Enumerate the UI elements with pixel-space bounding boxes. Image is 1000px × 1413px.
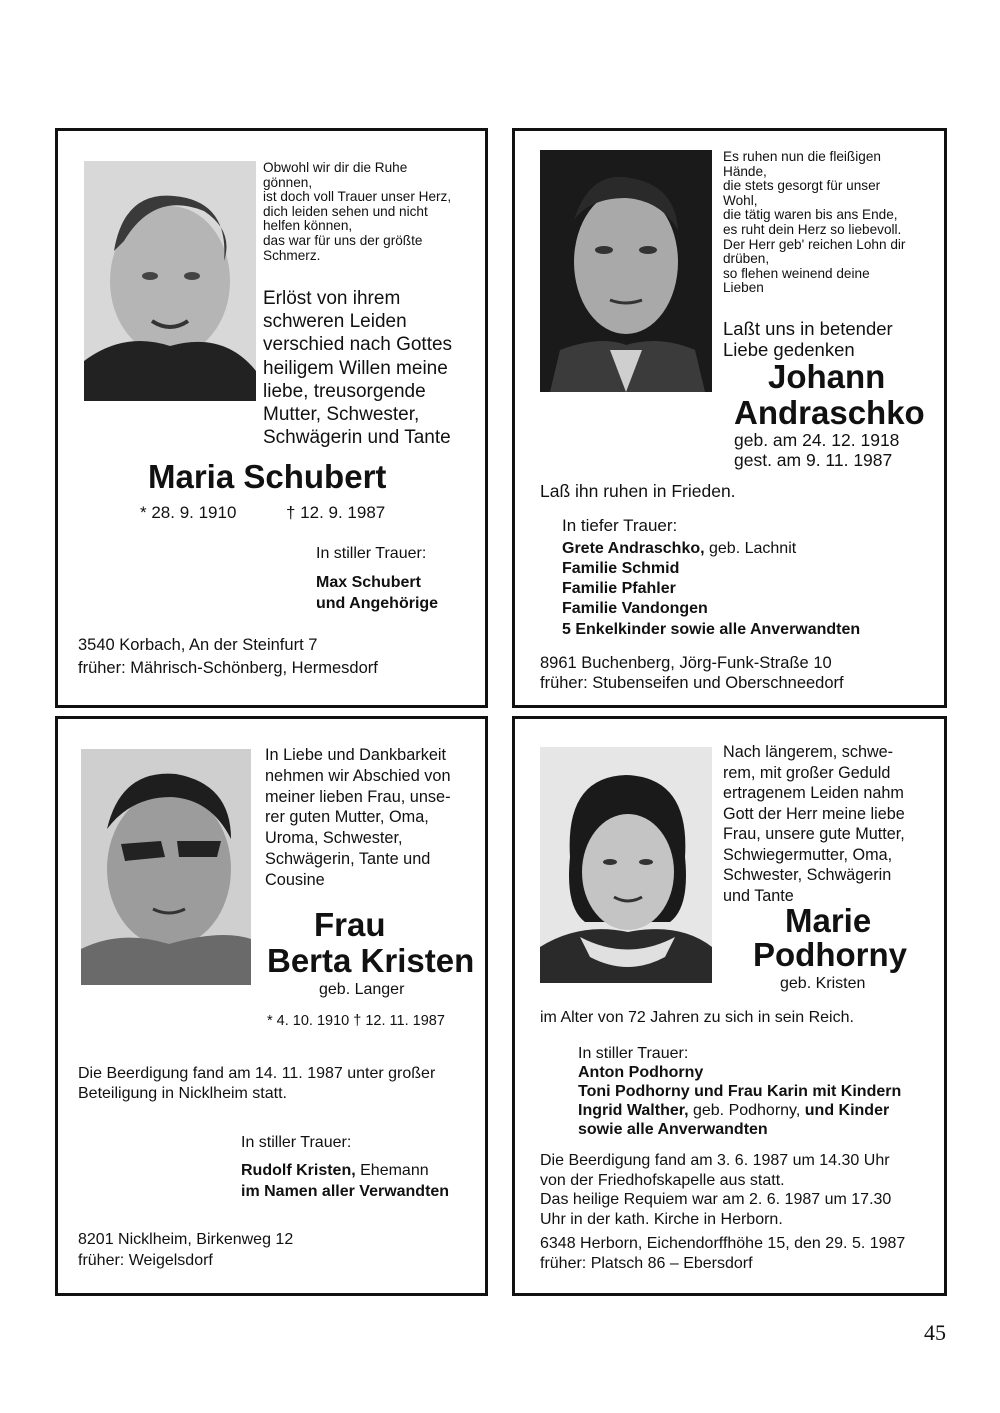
portrait-photo	[540, 747, 712, 983]
deceased-last-name: Podhorny	[753, 936, 907, 973]
address-line: früher: Stubenseifen und Oberschneedorf	[540, 674, 844, 692]
body-line: Cousine	[265, 870, 325, 889]
mourner-line: Familie Vandongen	[562, 600, 708, 617]
mourning-label: In tiefer Trauer:	[562, 516, 678, 535]
mourner-line: Familie Schmid	[562, 560, 680, 577]
poem-line: die stets gesorgt für unser	[723, 178, 881, 194]
life-dates: * 4. 10. 1910 † 12. 11. 1987	[267, 1013, 445, 1029]
deceased-last-name: Andraschko	[734, 394, 925, 431]
mourner-name: Rudolf Kristen,	[241, 1162, 356, 1179]
portrait-icon	[81, 749, 251, 985]
funeral-line: von der Friedhofskapelle aus statt.	[540, 1171, 785, 1189]
page-number: 45	[924, 1320, 946, 1345]
mourner-detail: geb. Lachnit	[704, 540, 797, 557]
body-line: Schwiegermutter, Oma,	[723, 845, 893, 864]
address-line: 8201 Nicklheim, Birkenweg 12	[78, 1231, 294, 1248]
portrait-photo	[540, 150, 712, 392]
poem-line: ist doch voll Trauer unser Herz,	[263, 189, 452, 205]
body-line: Mutter, Schwester,	[263, 404, 420, 426]
poem-line: helfen können,	[263, 218, 353, 234]
announcement-text	[265, 745, 485, 891]
funeral-text	[540, 1151, 940, 1229]
poem-line: die tätig waren bis ans Ende,	[723, 207, 898, 223]
body-line: rer guten Mutter, Oma,	[265, 808, 429, 827]
mourning-label: In stiller Trauer:	[578, 1045, 689, 1062]
notice-berta-kristen	[55, 716, 488, 1296]
deceased-name: Maria Schubert	[148, 458, 387, 495]
poem-line: Lieben	[723, 280, 764, 296]
notice-johann-andraschko	[512, 128, 947, 708]
mourner-line: Toni Podhorny und Frau Karin mit Kindern	[578, 1083, 902, 1100]
portrait-icon	[540, 150, 712, 392]
poem-line: Wohl,	[723, 192, 758, 208]
poem-line: gönnen,	[263, 174, 313, 190]
memorial-poem	[723, 150, 943, 296]
body-line: meiner lieben Frau, unse-	[265, 787, 451, 806]
body-line: Uroma, Schwester,	[265, 829, 403, 848]
body-line: rem, mit großer Geduld	[723, 763, 891, 782]
mourner-name: Ingrid Walther,	[578, 1102, 689, 1119]
body-line: In Liebe und Dankbarkeit	[265, 746, 447, 764]
mourner-line	[562, 539, 796, 560]
funeral-line: Das heilige Requiem war am 2. 6. 1987 um 17.30	[540, 1191, 892, 1208]
mourner-line: Anton Podhorny	[578, 1064, 704, 1081]
mourner-line: sowie alle Anverwandten	[578, 1121, 768, 1138]
address-line: früher: Platsch 86 – Ebersdorf	[540, 1255, 753, 1272]
deceased-first-name: Johann	[768, 358, 886, 395]
notice-marie-podhorny	[512, 716, 947, 1296]
mourner-line: Familie Pfahler	[562, 580, 676, 597]
funeral-line: Die Beerdigung fand am 3. 6. 1987 um 14.30 Uhr	[540, 1152, 890, 1169]
mourner-detail: Ehemann	[355, 1162, 429, 1179]
mourner-name: Grete Andraschko,	[562, 540, 705, 557]
address-line: 8961 Buchenberg, Jörg-Funk-Straße 10	[540, 654, 832, 672]
portrait-icon	[84, 161, 256, 401]
body-line: verschied nach Gottes	[263, 334, 453, 356]
poem-line: Obwohl wir dir die Ruhe	[263, 160, 408, 175]
mourner-detail: geb. Podhorny,	[688, 1102, 805, 1119]
mourner-line: und Angehörige	[316, 595, 439, 612]
poem-line: es ruht dein Herz so liebevoll.	[723, 221, 902, 237]
poem-line: Schmerz.	[263, 247, 321, 263]
body-line: Nach längerem, schwe-	[723, 743, 894, 761]
mourner-line: 5 Enkelkinder sowie alle Anverwandten	[562, 621, 861, 638]
deceased-name: Berta Kristen	[267, 942, 475, 979]
address-line: früher: Weigelsdorf	[78, 1252, 213, 1269]
poem-line: Der Herr geb' reichen Lohn dir	[723, 236, 906, 252]
portrait-photo	[81, 749, 251, 985]
portrait-photo	[84, 161, 256, 401]
body-line: schweren Leiden	[263, 311, 407, 333]
death-date: gest. am 9. 11. 1987	[734, 450, 893, 470]
body-line: Gott der Herr meine liebe	[723, 804, 905, 823]
body-line: heiligem Willen meine	[263, 357, 448, 379]
body-line: Schwägerin und Tante	[263, 427, 451, 449]
age-line: im Alter von 72 Jahren zu sich in sein Reich.	[540, 1009, 854, 1026]
mourner-detail: und Kinder	[804, 1102, 890, 1119]
portrait-icon	[540, 747, 712, 983]
maiden-name: geb. Kristen	[780, 975, 866, 992]
deceased-first-name: Marie	[785, 902, 872, 939]
intro-text	[723, 318, 893, 360]
body-line: Frau, unsere gute Mutter,	[723, 825, 905, 843]
poem-line: so flehen weinend deine	[723, 265, 870, 281]
death-date: † 12. 9. 1987	[286, 503, 386, 522]
mourning-label: In stiller Trauer:	[316, 545, 427, 562]
deceased-title: Frau	[314, 906, 386, 943]
memorial-poem	[263, 161, 483, 263]
intro-line: Liebe gedenken	[723, 339, 855, 360]
address-line: 3540 Korbach, An der Steinfurt 7	[78, 636, 318, 654]
poem-line: Hände,	[723, 163, 767, 179]
mourning-label: In stiller Trauer:	[241, 1134, 352, 1151]
body-line: liebe, treusorgende	[263, 380, 426, 402]
funeral-line: Uhr in der kath. Kirche in Herborn.	[540, 1210, 783, 1228]
birth-date: * 28. 9. 1910	[140, 503, 237, 522]
poem-line: dich leiden sehen und nicht	[263, 203, 428, 219]
body-line: Erlöst von ihrem	[263, 288, 401, 309]
mourner-line	[241, 1161, 429, 1182]
funeral-line: Die Beerdigung fand am 14. 11. 1987 unter großer	[78, 1065, 436, 1082]
maiden-name: geb. Langer	[319, 981, 405, 998]
poem-line: das war für uns der größte	[263, 232, 423, 248]
address-line: 6348 Herborn, Eichendorffhöhe 15, den 29. 5. 1987	[540, 1235, 906, 1252]
mourner-line: im Namen aller Verwandten	[241, 1183, 450, 1200]
mourner-line	[578, 1101, 889, 1122]
announcement-text	[263, 287, 483, 449]
notice-maria-schubert	[55, 128, 488, 708]
body-line: Schwägerin, Tante und	[265, 849, 431, 868]
funeral-line: Beteiligung in Nicklheim statt.	[78, 1085, 287, 1102]
body-line: ertragenem Leiden nahm	[723, 784, 904, 802]
poem-line: drüben,	[723, 251, 770, 267]
intro-line: Laßt uns in betender	[723, 318, 893, 339]
poem-line: Es ruhen nun die fleißigen	[723, 149, 881, 164]
birth-date: geb. am 24. 12. 1918	[734, 430, 900, 450]
body-line: Schwester, Schwägerin	[723, 866, 892, 884]
body-line: und Tante	[723, 886, 794, 905]
announcement-text	[723, 742, 945, 906]
mourner-line: Max Schubert	[316, 574, 421, 591]
body-line: nehmen wir Abschied von	[265, 766, 451, 785]
address-line: früher: Mährisch-Schönberg, Hermesdorf	[78, 659, 378, 677]
rest-in-peace: Laß ihn ruhen in Frieden.	[540, 481, 736, 501]
